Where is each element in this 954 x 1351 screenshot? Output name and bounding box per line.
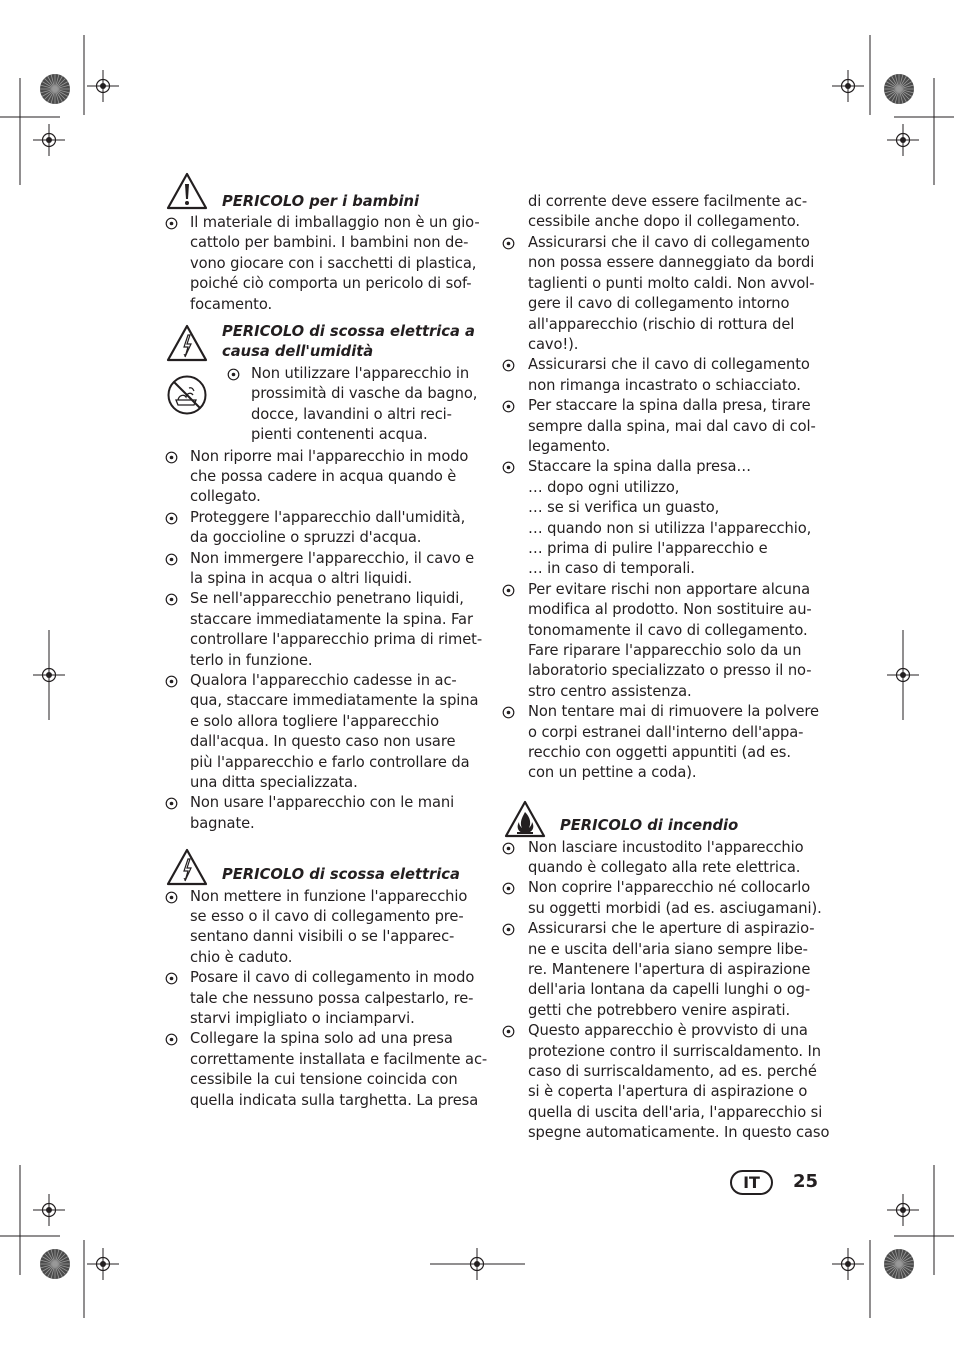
color-target-icon [884, 74, 914, 104]
bullet-text-line: sentano danni visibili o se l'apparec- [190, 928, 455, 946]
bullet-text-line: vono giocare con i sacchetti di plastica, [190, 254, 477, 272]
bullet-text-line: collegato. [190, 488, 261, 506]
bullet-text-line: Proteggere l'apparecchio dall'umidità, [190, 508, 466, 526]
bullet-text-line: modifica al prodotto. Non sostituire au- [528, 601, 812, 619]
bullet-text-line: Posare il cavo di collegamento in modo [190, 969, 475, 987]
bullet-text-line: Non utilizzare l'apparecchio in [251, 365, 470, 382]
section-heading: PERICOLO di scossa elettrica a [222, 323, 475, 340]
registration-mark-icon [832, 70, 864, 102]
bullet-text-line: tale che nessuno possa calpestarlo, re- [190, 989, 474, 1007]
bullet-icon [227, 368, 240, 381]
page-number: 25 [793, 1171, 819, 1192]
bullet-icon [165, 553, 178, 566]
bullet-icon [502, 359, 515, 372]
bullet-text-line: recchio con oggetti appuntiti (ad es. [528, 744, 791, 761]
bullet-text-line: prossimità di vasche da bagno, [251, 385, 478, 403]
bullet-text-line: Assicurarsi che il cavo di collegamento [528, 234, 810, 251]
bullet-icon [502, 706, 515, 719]
color-target-icon [884, 1249, 914, 1279]
bullet-icon [502, 237, 515, 250]
bullet-text-line: Non coprire l'apparecchio né collocarlo [528, 879, 811, 897]
bullet-text-line: poiché ciò comporta un pericolo di sof- [190, 275, 472, 293]
bullet-text-line: Assicurarsi che le aperture di aspirazio- [528, 920, 815, 938]
bullet-icon [502, 842, 515, 855]
bullet-text-line: non possa essere danneggiato da bordi [528, 254, 815, 272]
section-heading: PERICOLO di incendio [560, 817, 739, 834]
bullet-text-line: bagnate. [190, 814, 255, 832]
bullet-text-line: Qualora l'apparecchio cadesse in ac- [190, 672, 457, 689]
bullet-text-line: da goccioline o spruzzi d'acqua. [190, 529, 422, 547]
bullet-text-line: … prima di pulire l'apparecchio e [528, 540, 768, 557]
bullet-text-line: Non riporre mai l'apparecchio in modo [190, 447, 469, 465]
bullet-text-line: … dopo ogni utilizzo, [528, 478, 680, 496]
bullet-text-line: taglienti o punti molto caldi. Non avvol- [528, 274, 815, 292]
bullet-text-line: Per staccare la spina dalla presa, tirare [528, 397, 811, 415]
bullet-text-line: se esso o il cavo di collegamento pre- [190, 907, 464, 925]
color-target-icon [40, 74, 70, 104]
bullet-icon [502, 1025, 515, 1038]
bullet-icon [165, 972, 178, 985]
bullet-text-line: laboratorio specializzato o presso il no- [528, 662, 812, 680]
bullet-text-line: Assicurarsi che il cavo di collegamento [528, 356, 810, 374]
bullet-text-line: starvi impigliato o inciamparvi. [190, 1009, 415, 1027]
bullet-text-line: all'apparecchio (rischio di rottura del [528, 315, 795, 333]
bullet-text-line: Questo apparecchio è provvisto di una [528, 1022, 808, 1040]
bullet-icon [165, 512, 178, 525]
bullet-text-line: sempre dalla spina, mai dal cavo di col- [528, 417, 816, 435]
bullet-text-line: Non usare l'apparecchio con le mani [190, 794, 455, 812]
bullet-icon [165, 675, 178, 688]
color-target-icon [40, 1249, 70, 1279]
section-heading: PERICOLO di scossa elettrica [222, 866, 460, 883]
bullet-text-line: cessibile la cui tensione coincida con [190, 1071, 458, 1089]
bullet-icon [165, 217, 178, 230]
section-heading: causa dell'umidità [222, 343, 374, 360]
bullet-icon [502, 400, 515, 413]
bullet-text-line: gere il cavo di collegamento intorno [528, 295, 790, 313]
bullet-text-line: qua, staccare immediatamente la spina [190, 692, 479, 710]
bullet-text-line: dell'aria lontana da capelli lunghi o og- [528, 981, 811, 999]
bullet-text-line: Non mettere in funzione l'apparecchio [190, 887, 468, 905]
registration-mark-icon [33, 1194, 65, 1226]
language-badge: IT [730, 1170, 773, 1195]
bullet-text-line: Staccare la spina dalla presa… [528, 458, 752, 476]
bullet-text-line: spegne automaticamente. In questo caso [528, 1124, 830, 1142]
bullet-text-line: stro centro assistenza. [528, 682, 692, 700]
warning-exclamation-icon [166, 172, 208, 210]
section-heading: PERICOLO per i bambini [222, 193, 420, 210]
text-line: cessibile anche dopo il collegamento. [528, 213, 800, 231]
bullet-text-line: cattolo per bambini. I bambini non de- [190, 234, 469, 252]
bullet-text-line: … in caso di temporali. [528, 560, 695, 578]
registration-mark-icon [87, 70, 119, 102]
bullet-icon [502, 584, 515, 597]
bullet-text-line: re. Mantenere l'apertura di aspirazione [528, 960, 811, 978]
bullet-text-line: dall'acqua. In questo caso non usare [190, 733, 456, 751]
bullet-text-line: Se nell'apparecchio penetrano liquidi, [190, 590, 464, 608]
bullet-text-line: più l'apparecchio e farlo controllare da [190, 753, 470, 771]
registration-mark-icon [887, 124, 919, 156]
bullet-text-line: legamento. [528, 438, 611, 455]
bullet-text-line: caso di surriscaldamento, ad es. perché [528, 1062, 817, 1080]
warning-electric-icon [166, 848, 208, 886]
bullet-icon [165, 797, 178, 810]
bullet-text-line: Non lasciare incustodito l'apparecchio [528, 838, 804, 856]
bullet-text-line: controllare l'apparecchio prima di rimet- [190, 631, 483, 649]
no-bath-water-icon [166, 374, 208, 416]
bullet-text-line: che possa cadere in acqua quando è [190, 468, 457, 485]
bullet-text-line: su oggetti morbidi (ad es. asciugamani). [528, 899, 822, 917]
registration-mark-icon [87, 1248, 119, 1280]
bullet-text-line: protezione contro il surriscaldamento. In [528, 1042, 821, 1060]
text-line: di corrente deve essere facilmente ac- [528, 193, 808, 210]
bullet-text-line: la spina in acqua o altri liquidi. [190, 570, 413, 587]
bullet-icon [502, 882, 515, 895]
bullet-text-line: Fare riparare l'apparecchio solo da un [528, 642, 802, 659]
bullet-icon [165, 1033, 178, 1046]
bullet-icon [165, 451, 178, 464]
bullet-text-line: focamento. [190, 295, 273, 313]
bullet-text-line: cavo!). [528, 336, 579, 353]
bullet-text-line: correttamente installata e facilmente ac- [190, 1050, 488, 1068]
bullet-text-line: Collegare la spina solo ad una presa [190, 1030, 453, 1048]
bullet-text-line: staccare immediatamente la spina. Far [190, 610, 473, 628]
bullet-text-line: pienti contenenti acqua. [251, 426, 428, 444]
bullet-text-line: con un pettine a coda). [528, 764, 697, 782]
bullet-icon [165, 593, 178, 606]
bullet-text-line: quella di uscita dell'aria, l'apparecchio si [528, 1103, 823, 1121]
bullet-icon [502, 461, 515, 474]
bullet-text-line: … se si verifica un guasto, [528, 499, 720, 517]
bullet-text-line: si è coperta l'apertura di aspirazione o [528, 1083, 808, 1101]
bullet-text-line: non rimanga incastrato o schiacciato. [528, 376, 801, 394]
bullet-text-line: … quando non si utilizza l'apparecchio, [528, 519, 812, 537]
bullet-text-line: Il materiale di imballaggio non è un gio- [190, 214, 480, 231]
registration-mark-icon [887, 1194, 919, 1226]
bullet-text-line: quando è collegato alla rete elettrica. [528, 858, 801, 876]
bullet-icon [502, 923, 515, 936]
bullet-text-line: getti che potrebbero venire aspirati. [528, 1001, 791, 1019]
registration-mark-icon [832, 1248, 864, 1280]
warning-fire-icon [504, 800, 546, 838]
bullet-text-line: una ditta specializzata. [190, 774, 358, 791]
bullet-text-line: Non tentare mai di rimuovere la polvere [528, 703, 819, 721]
bullet-text-line: Per evitare rischi non apportare alcuna [528, 580, 810, 598]
bullet-icon [165, 891, 178, 904]
bullet-text-line: chio è caduto. [190, 948, 293, 966]
bullet-text-line: ne e uscita dell'aria siano sempre libe- [528, 940, 808, 958]
bullet-text-line: e solo allora togliere l'apparecchio [190, 712, 440, 730]
bullet-text-line: tonomamente il cavo di collegamento. [528, 621, 808, 639]
registration-mark-icon [33, 124, 65, 156]
bullet-text-line: quella indicata sulla targhetta. La presa [190, 1091, 479, 1109]
bullet-text-line: o corpi estranei dall'interno dell'appa- [528, 723, 804, 741]
bullet-text-line: docce, lavandini o altri reci- [251, 405, 452, 423]
bullet-text-line: terlo in funzione. [190, 651, 313, 669]
bullet-text-line: Non immergere l'apparecchio, il cavo e [190, 549, 475, 567]
warning-electric-icon [166, 324, 208, 362]
